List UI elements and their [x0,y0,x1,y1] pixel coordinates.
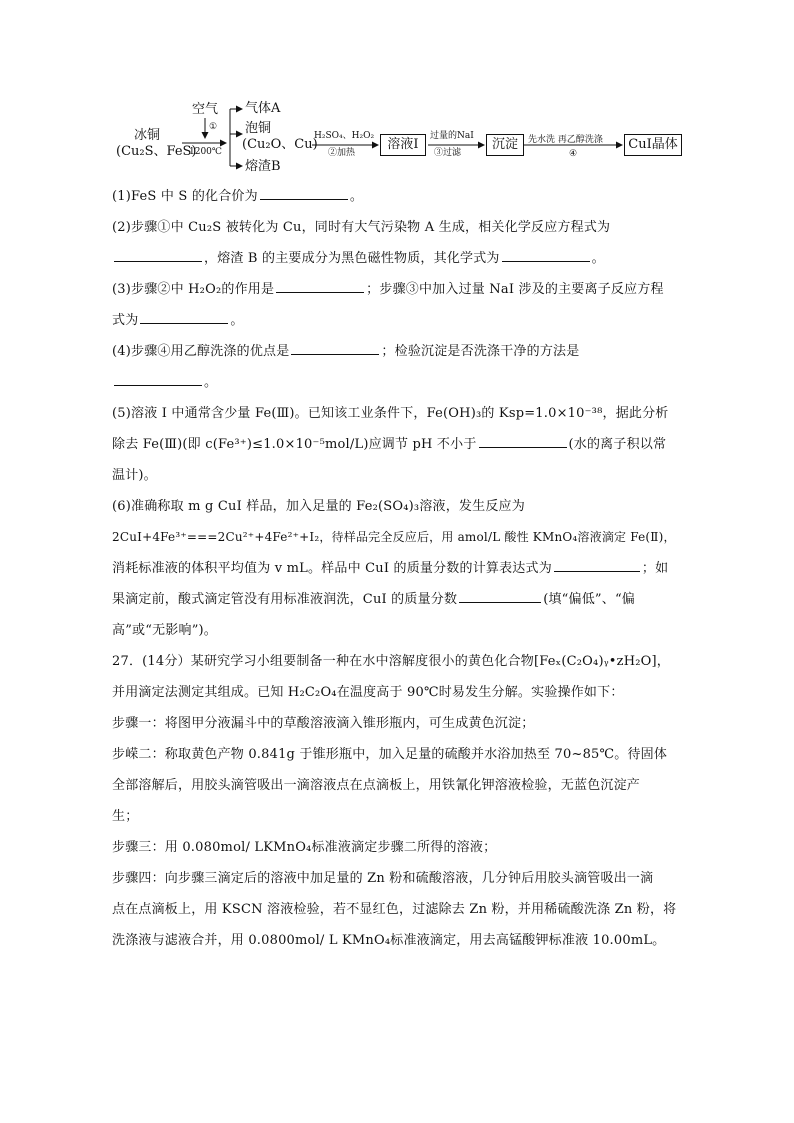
text-line: (3)步骤②中 H₂O₂的作用是 ；步骤③中加入过量 NaI 涉及的主要离子反应方程 [112,282,664,297]
temperature-label: 1200℃ [189,147,222,157]
step-3-label: ③过滤 [434,148,462,158]
solution-box: 溶液Ⅰ [380,134,426,156]
process-flow-diagram [112,98,692,180]
text-line: 并用滴定法测定其组成。已知 H₂C₂O₄在温度高于 90℃时易发生分解。实验操作如下： [112,685,624,700]
raw-material-formula: (Cu₂S、FeS) [116,144,197,159]
text-line: 2CuⅠ+4Fe³⁺===2Cu²⁺+4Fe²⁺+I₂，待样品完全反应后，用 amol/L 酸性 KMnO₄溶液滴定 Fe(Ⅱ)， [112,530,676,544]
text-line: 式为 。 [112,313,244,328]
answer-blank [291,342,379,355]
text-line: 点在点滴板上，用 KSCN 溶液检验，若不显红色，过滤除去 Zn 粉，并用稀硫酸洗涤 Zn 粉，将 [112,902,677,917]
text-line: (5)溶液 I 中通常含少量 Fe(Ⅲ)。已知该工业条件下，Fe(OH)₃的 Ksp=1.0×10⁻³⁸，据此分析 [112,406,669,421]
step-3-reagent: 过量的NaI [430,131,474,141]
text-line: (1)FeS 中 S 的化合价为 。 [112,189,364,204]
answer-blank [479,435,567,448]
answer-blank [276,280,364,293]
precipitate-box: 沉淀 [486,134,524,156]
text-line: 步骤一：将图甲分液漏斗中的草酸溶液滴入锥形瓶内，可生成黄色沉淀； [112,716,535,731]
text-line: 全部溶解后，用胶头滴管吸出一滴溶液点在点滴板上，用铁氰化钾溶液检验，无蓝色沉淀产 [112,778,641,793]
text-line: 步骤四：向步骤三滴定后的溶液中加足量的 Zn 粉和硫酸溶液，几分钟后用胶头滴管吸出一滴 [112,871,654,886]
text-line: 步骤三：用 0.080mol/ LKMnO₄标准液滴定步骤二所得的溶液； [112,840,497,855]
gas-a-label: 气体A [245,101,281,116]
text-line: 步嵘二：称取黄色产物 0.841g 于锥形瓶中，加入足量的硫酸并水浴加热至 70~85℃。待固体 [112,747,668,762]
text-line: 消耗标准液的体积平均值为 v mL。样品中 CuI 的质量分数的计算表达式为 ；如 [112,561,669,576]
text-line: (6)准确称取 m g CuI 样品，加入足量的 Fe₂(SO₄)₃溶液，发生反应为 [112,499,525,514]
text-line: ，熔渣 B 的主要成分为黑色磁性物质，其化学式为 。 [112,243,684,274]
text-line: 27．(14分）某研究学习小组要制备一种在水中溶解度很小的黄色化合物[Feₓ(C₂O₄)ᵧ•zH₂O]， [112,654,670,669]
step-1-label: ① [209,122,218,132]
text-line: 高”或“无影响”)。 [112,623,218,638]
text-line: (4)步骤④用乙醇洗涤的优点是 ；检验沉淀是否洗涤干净的方法是 [112,344,580,359]
step-2-label: ②加热 [328,148,356,158]
text-line: 生； [112,809,139,824]
question-text [112,181,684,956]
blister-copper-label: 泡铜 [245,121,272,136]
answer-blank [260,187,348,200]
blister-copper-formula: (Cu₂O、Cu) [242,137,318,152]
answer-blank [459,590,541,603]
text-line: 。 [112,367,684,398]
slag-b-label: 熔渣B [245,159,281,174]
answer-blank [114,249,202,262]
step-4-reagent: 先水洗 再乙醇洗涤 [528,135,603,145]
answer-blank [140,311,228,324]
step-4-label: ④ [569,149,578,159]
raw-material-label: 冰铜 [134,128,161,143]
air-label: 空气 [192,102,219,117]
text-line: 除去 Fe(Ⅲ)(即 c(Fe³⁺)≤1.0×10⁻⁵mol/L)应调节 pH 不小于 (水的离子积以常 [112,437,667,452]
text-line: 果滴定前，酸式滴定管没有用标准液润洗，CuI 的质量分数 (填“偏低”、“偏 [112,592,635,607]
step-2-reagent: H₂SO₄、H₂O₂ [314,131,375,141]
text-line: 洗涤液与滤液合并，用 0.0800mol/ L KMnO₄标准液滴定，用去高锰酸钾标准液 10.00mL。 [112,933,666,948]
text-line: 温计)。 [112,468,157,483]
answer-blank [554,559,640,572]
product-box: CuI晶体 [624,134,682,156]
text-line: (2)步骤①中 Cu₂S 被转化为 Cu，同时有大气污染物 A 生成，相关化学反应方程式为 [112,220,611,235]
answer-blank [114,373,202,386]
answer-blank [502,249,590,262]
